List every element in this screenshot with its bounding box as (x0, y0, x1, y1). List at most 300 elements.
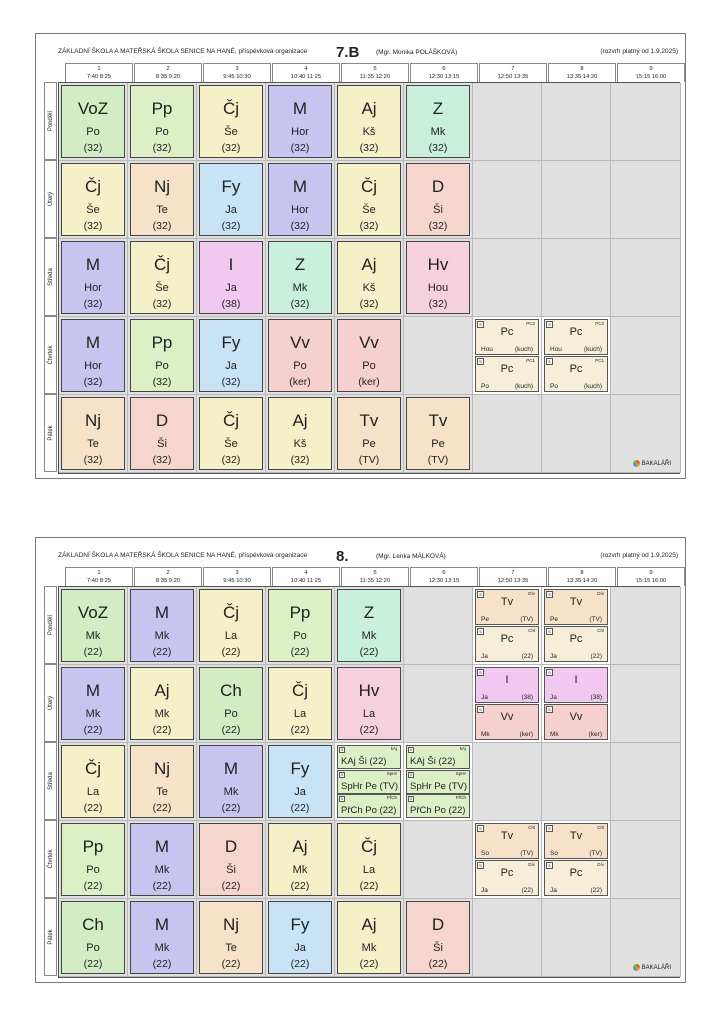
day-label (44, 394, 57, 472)
lesson-subject: Pc (500, 326, 514, 338)
timetable-cell (266, 899, 335, 977)
lesson-card[interactable] (268, 163, 332, 236)
group-label: Dív (597, 862, 604, 867)
lesson-card[interactable] (268, 745, 332, 818)
lesson-room: (22) (290, 958, 310, 970)
lesson-room: (32) (152, 298, 172, 310)
period-time: 8:35 9:20 (155, 578, 181, 584)
split-lesson-card[interactable] (337, 770, 401, 794)
lesson-card[interactable] (406, 241, 470, 314)
timetable-cell (473, 161, 542, 239)
period-number: 9 (649, 66, 653, 72)
class-name: 8. (336, 548, 349, 565)
lesson-teacher: Še (155, 282, 169, 294)
timetable-cell (404, 239, 473, 317)
lesson-subject: Pc (569, 363, 583, 375)
day-name: Středa (47, 772, 54, 790)
lesson-card[interactable] (337, 319, 401, 392)
lesson-subject: Ch (82, 915, 104, 934)
timetable-cell (473, 587, 542, 665)
timetable-cell (404, 317, 473, 395)
period-time: 12:50 13:35 (497, 74, 529, 80)
lesson-subject: D (431, 177, 445, 196)
period-number: 4 (304, 570, 308, 576)
timetable-cell (59, 821, 128, 899)
split-marker: S (477, 321, 484, 328)
lesson-subject: Pp (151, 333, 173, 352)
lesson-card[interactable] (199, 319, 263, 392)
timetable-grid (58, 586, 680, 978)
lesson-teacher: Kš (293, 438, 307, 450)
lesson-teacher: La (362, 708, 376, 720)
timetable-cell (197, 161, 266, 239)
split-lesson-card[interactable] (406, 794, 470, 818)
day-label (44, 664, 57, 742)
lesson-room: (32) (83, 454, 103, 466)
lesson-teacher: Po (155, 126, 169, 138)
lesson-card[interactable] (130, 589, 194, 662)
lesson-card[interactable] (199, 85, 263, 158)
split-lesson-card[interactable] (475, 626, 539, 662)
timetable-cell (197, 83, 266, 161)
lesson-teacher: Še (86, 204, 100, 216)
day-name: Pátek (47, 425, 54, 441)
split-lesson-card[interactable] (544, 626, 608, 662)
period-header (548, 567, 616, 586)
lesson-room: (32) (428, 220, 448, 232)
lesson-card[interactable] (61, 319, 125, 392)
bakalari-brand (633, 964, 671, 971)
lesson-subject: Nj (222, 915, 240, 934)
period-time: 12:30 13:15 (428, 74, 460, 80)
lesson-subject: Čj (222, 99, 240, 118)
lesson-card[interactable] (337, 589, 401, 662)
lesson-card[interactable] (268, 589, 332, 662)
lesson-room: (22) (83, 724, 103, 736)
split-lesson-card[interactable] (544, 823, 608, 859)
lesson-subject: Fy (290, 759, 310, 778)
lesson-room: (32) (359, 220, 379, 232)
lesson-card[interactable] (199, 823, 263, 896)
brand-name: BAKALÁŘI (639, 461, 671, 467)
lesson-card[interactable] (268, 901, 332, 974)
period-time: 15:15 16:00 (635, 578, 667, 584)
lesson-room: (32) (290, 142, 310, 154)
lesson-card[interactable] (268, 241, 332, 314)
timetable-cell (128, 665, 197, 743)
lesson-room: (22) (152, 646, 172, 658)
lesson-subject: Fy (290, 915, 310, 934)
lesson-card[interactable] (61, 397, 125, 470)
lesson-teacher: Ja (481, 887, 488, 894)
lesson-card[interactable] (199, 901, 263, 974)
timetable-cell (473, 743, 542, 821)
lesson-room: (32) (83, 376, 103, 388)
lesson-card[interactable] (61, 589, 125, 662)
timetable-cell (59, 743, 128, 821)
bakalari-brand (633, 460, 671, 467)
period-time: 12:50 13:35 (497, 578, 529, 584)
timetable-cell (611, 743, 681, 821)
lesson-teacher: Ja (225, 282, 237, 294)
split-marker: S (477, 862, 484, 869)
split-marker: S (477, 825, 484, 832)
lesson-room: (kuch) (514, 383, 533, 390)
lesson-card[interactable] (337, 823, 401, 896)
period-number: 7 (511, 66, 515, 72)
lesson-card[interactable] (199, 397, 263, 470)
lesson-teacher: Te (225, 942, 237, 954)
timetable-cell (59, 161, 128, 239)
lesson-card[interactable] (406, 85, 470, 158)
lesson-subject: M (292, 99, 308, 118)
period-time: 8:35 9:20 (155, 74, 181, 80)
lesson-teacher: Mk (223, 786, 239, 798)
lesson-teacher: Mk (85, 630, 101, 642)
lesson-subject: Hv (427, 255, 449, 274)
lesson-teacher: Hor (291, 126, 309, 138)
lesson-subject: Nj (84, 411, 102, 430)
lesson-line: PřCh Po (22) (341, 805, 397, 816)
lesson-teacher: Mk (154, 942, 170, 954)
lesson-card[interactable] (199, 163, 263, 236)
lesson-card[interactable] (406, 397, 470, 470)
timetable-cell (128, 821, 197, 899)
lesson-subject: Tv (569, 830, 583, 842)
lesson-room: (22) (290, 646, 310, 658)
group-label: Chl (528, 825, 535, 830)
split-lesson-card[interactable] (475, 823, 539, 859)
lesson-teacher: Po (293, 360, 307, 372)
class-teacher: (Mgr. Lenka MÁLKOVÁ) (376, 553, 446, 560)
period-time: 13:35 14:20 (566, 74, 598, 80)
period-number: 2 (166, 66, 170, 72)
timetable-cell (611, 821, 681, 899)
group-label: PřCh (386, 795, 397, 800)
period-header (272, 63, 340, 82)
group-label: PřCh (455, 795, 466, 800)
day-name: Pondělí (47, 110, 54, 132)
lesson-subject: Pc (500, 633, 514, 645)
timetable-cell (404, 587, 473, 665)
lesson-teacher: Pe (481, 616, 489, 623)
lesson-card[interactable] (199, 745, 263, 818)
period-header (617, 567, 685, 586)
split-lesson-card[interactable] (475, 319, 539, 355)
lesson-subject: Aj (361, 915, 377, 934)
split-marker: S (477, 628, 484, 635)
validity-note: (rozvrh platný od 1.9.2025) (600, 48, 678, 55)
lesson-room: (22) (290, 802, 310, 814)
lesson-subject: M (154, 915, 170, 934)
lesson-teacher: Ja (225, 204, 237, 216)
lesson-teacher: Te (156, 204, 168, 216)
lesson-room: (22) (521, 887, 533, 894)
lesson-room: (32) (359, 142, 379, 154)
lesson-card[interactable] (337, 397, 401, 470)
day-label (44, 160, 57, 238)
split-lesson-card[interactable] (475, 589, 539, 625)
lesson-card[interactable] (337, 901, 401, 974)
lesson-room: (38) (521, 694, 533, 701)
lesson-card[interactable] (61, 901, 125, 974)
lesson-subject: Tv (428, 411, 448, 430)
split-lesson-card[interactable] (544, 667, 608, 703)
split-marker: S (477, 669, 484, 676)
split-lesson-card[interactable] (475, 860, 539, 896)
timetable-cell (611, 317, 681, 395)
timetable-cell (542, 239, 611, 317)
timetable-cell (197, 395, 266, 473)
split-lesson-card[interactable] (406, 770, 470, 794)
lesson-teacher: Kš (362, 126, 376, 138)
split-lesson-card[interactable] (544, 860, 608, 896)
timetable-cell (197, 317, 266, 395)
split-lesson-card[interactable] (475, 356, 539, 392)
split-lesson-card[interactable] (544, 356, 608, 392)
period-header (341, 63, 409, 82)
lesson-card[interactable] (61, 85, 125, 158)
lesson-card[interactable] (268, 319, 332, 392)
lesson-teacher: Ja (550, 653, 557, 660)
period-header (203, 567, 271, 586)
lesson-room: (32) (428, 142, 448, 154)
lesson-subject: Vv (290, 333, 310, 352)
lesson-card[interactable] (130, 85, 194, 158)
timetable-cell (266, 821, 335, 899)
timetable-cell (128, 161, 197, 239)
lesson-subject: M (85, 255, 101, 274)
lesson-subject: Pp (151, 99, 173, 118)
group-label: kAj (459, 746, 466, 751)
lesson-room: (22) (221, 802, 241, 814)
lesson-card[interactable] (130, 745, 194, 818)
lesson-subject: Fy (221, 333, 241, 352)
lesson-subject: D (431, 915, 445, 934)
day-label (44, 82, 57, 160)
sheet-title (58, 548, 678, 564)
lesson-teacher: Ja (225, 360, 237, 372)
lesson-subject: Z (432, 99, 444, 118)
lesson-teacher: So (550, 850, 558, 857)
lesson-subject: D (224, 837, 238, 856)
lesson-subject: Čj (222, 411, 240, 430)
lesson-card[interactable] (130, 397, 194, 470)
split-marker: S (340, 748, 344, 752)
period-number: 4 (304, 66, 308, 72)
lesson-teacher: Hor (291, 204, 309, 216)
timetable-cell (335, 743, 404, 821)
lesson-subject: Aj (292, 411, 308, 430)
lesson-card[interactable] (130, 823, 194, 896)
period-number: 6 (442, 66, 446, 72)
timetable-cell (542, 317, 611, 395)
lesson-room: (32) (221, 454, 241, 466)
lesson-subject: I (228, 255, 234, 274)
lesson-card[interactable] (406, 163, 470, 236)
period-number: 6 (442, 570, 446, 576)
lesson-teacher: Hou (550, 346, 562, 353)
timetable-cell (542, 395, 611, 473)
timetable-cell (611, 587, 681, 665)
group-label: Chl (597, 825, 604, 830)
lesson-teacher: Po (86, 126, 100, 138)
lesson-card[interactable] (130, 667, 194, 740)
lesson-subject: VoZ (77, 99, 109, 118)
period-number: 3 (235, 570, 239, 576)
lesson-teacher: Mk (361, 630, 377, 642)
split-marker: S (340, 772, 344, 777)
timetable-cell (473, 821, 542, 899)
lesson-card[interactable] (199, 241, 263, 314)
lesson-subject: Pc (500, 867, 514, 879)
lesson-room: (32) (83, 298, 103, 310)
lesson-teacher: Še (362, 204, 376, 216)
split-marker: S (409, 797, 413, 801)
lesson-card[interactable] (61, 745, 125, 818)
lesson-subject: Čj (84, 759, 102, 778)
timetable-cell (542, 587, 611, 665)
period-number: 1 (97, 570, 101, 576)
lesson-card[interactable] (406, 901, 470, 974)
timetable-cell (197, 239, 266, 317)
period-time: 11:35 12:20 (359, 74, 391, 80)
split-lesson-card[interactable] (544, 589, 608, 625)
school-name: ZÁKLADNÍ ŠKOLA A MATEŘSKÁ ŠKOLA SENICE NA HANÉ, příspěvková organizace (58, 552, 308, 559)
split-lesson-card[interactable] (475, 667, 539, 703)
lesson-line: KAj Ši (22) (410, 756, 456, 767)
lesson-room: (32) (152, 454, 172, 466)
lesson-teacher: Še (224, 438, 238, 450)
lesson-subject: Z (363, 603, 375, 622)
timetable-cell (404, 821, 473, 899)
timetable-sheet-2 (35, 537, 686, 983)
lesson-card[interactable] (130, 319, 194, 392)
lesson-room: (32) (290, 454, 310, 466)
lesson-teacher: Mk (430, 126, 446, 138)
lesson-room: (22) (221, 880, 241, 892)
day-label (44, 586, 57, 664)
lesson-card[interactable] (337, 85, 401, 158)
lesson-subject: Čj (291, 681, 309, 700)
timetable-cell (473, 899, 542, 977)
timetable-cell (128, 239, 197, 317)
lesson-card[interactable] (61, 163, 125, 236)
group-label: Dív (597, 591, 604, 596)
timetable-cell (128, 587, 197, 665)
period-header (410, 567, 478, 586)
period-time: 11:35 12:20 (359, 578, 391, 584)
timetable-grid (58, 82, 680, 474)
split-lesson-card[interactable] (475, 704, 539, 740)
lesson-subject: D (155, 411, 169, 430)
timetable-cell (404, 899, 473, 977)
lesson-subject: M (85, 333, 101, 352)
lesson-teacher: Ši (226, 864, 236, 876)
lesson-teacher: Po (362, 360, 376, 372)
lesson-teacher: Te (156, 786, 168, 798)
split-lesson-card[interactable] (337, 745, 401, 769)
lesson-card[interactable] (268, 667, 332, 740)
timetable-cell (266, 665, 335, 743)
split-lesson-card[interactable] (544, 319, 608, 355)
lesson-card[interactable] (61, 241, 125, 314)
split-marker: S (477, 591, 484, 598)
lesson-card[interactable] (199, 667, 263, 740)
lesson-subject: Čj (360, 837, 378, 856)
lesson-teacher: Ja (481, 694, 488, 701)
period-number: 3 (235, 66, 239, 72)
lesson-teacher: Po (550, 383, 558, 390)
lesson-subject: M (85, 681, 101, 700)
timetable-cell (542, 899, 611, 977)
lesson-room: (32) (152, 220, 172, 232)
timetable-cell (473, 239, 542, 317)
lesson-card[interactable] (337, 241, 401, 314)
lesson-room: (22) (83, 802, 103, 814)
day-label (44, 820, 57, 898)
lesson-room: (22) (590, 887, 602, 894)
lesson-card[interactable] (337, 163, 401, 236)
lesson-room: (kuch) (514, 346, 533, 353)
lesson-card[interactable] (130, 241, 194, 314)
lesson-teacher: Mk (292, 864, 308, 876)
lesson-card[interactable] (268, 397, 332, 470)
split-lesson-card[interactable] (544, 704, 608, 740)
split-lesson-card[interactable] (337, 794, 401, 818)
group-label: PC1 (526, 358, 535, 363)
lesson-card[interactable] (199, 589, 263, 662)
period-header (410, 63, 478, 82)
timetable-cell (404, 161, 473, 239)
lesson-line: SpHr Pe (TV) (410, 780, 468, 792)
lesson-card[interactable] (130, 901, 194, 974)
lesson-teacher: Po (224, 708, 238, 720)
lesson-card[interactable] (268, 823, 332, 896)
lesson-subject: M (154, 837, 170, 856)
lesson-subject: Čj (360, 177, 378, 196)
period-header (134, 567, 202, 586)
period-header (272, 567, 340, 586)
lesson-room: (32) (152, 376, 172, 388)
day-name: Úterý (47, 191, 54, 207)
lesson-subject: Aj (154, 681, 170, 700)
lesson-card[interactable] (61, 667, 125, 740)
lesson-subject: Čj (84, 177, 102, 196)
lesson-teacher: Ja (294, 786, 306, 798)
lesson-card[interactable] (61, 823, 125, 896)
lesson-room: (TV) (358, 454, 380, 466)
lesson-room: (22) (359, 880, 379, 892)
lesson-card[interactable] (268, 85, 332, 158)
lesson-teacher: Ši (433, 942, 443, 954)
split-lesson-card[interactable] (406, 745, 470, 769)
period-time: 10:40 11:25 (290, 74, 322, 80)
period-header (548, 63, 616, 82)
day-name: Pondělí (47, 614, 54, 636)
lesson-room: (ker) (289, 376, 311, 388)
lesson-room: (32) (290, 220, 310, 232)
period-time: 10:40 11:25 (290, 578, 322, 584)
period-time: 9:45 10:30 (223, 74, 251, 80)
lesson-room: (ker) (588, 731, 602, 738)
lesson-teacher: Mk (154, 864, 170, 876)
lesson-card[interactable] (130, 163, 194, 236)
timetable-cell (542, 161, 611, 239)
lesson-teacher: Mk (85, 708, 101, 720)
lesson-card[interactable] (337, 667, 401, 740)
lesson-line: KAj Ši (22) (341, 756, 387, 767)
